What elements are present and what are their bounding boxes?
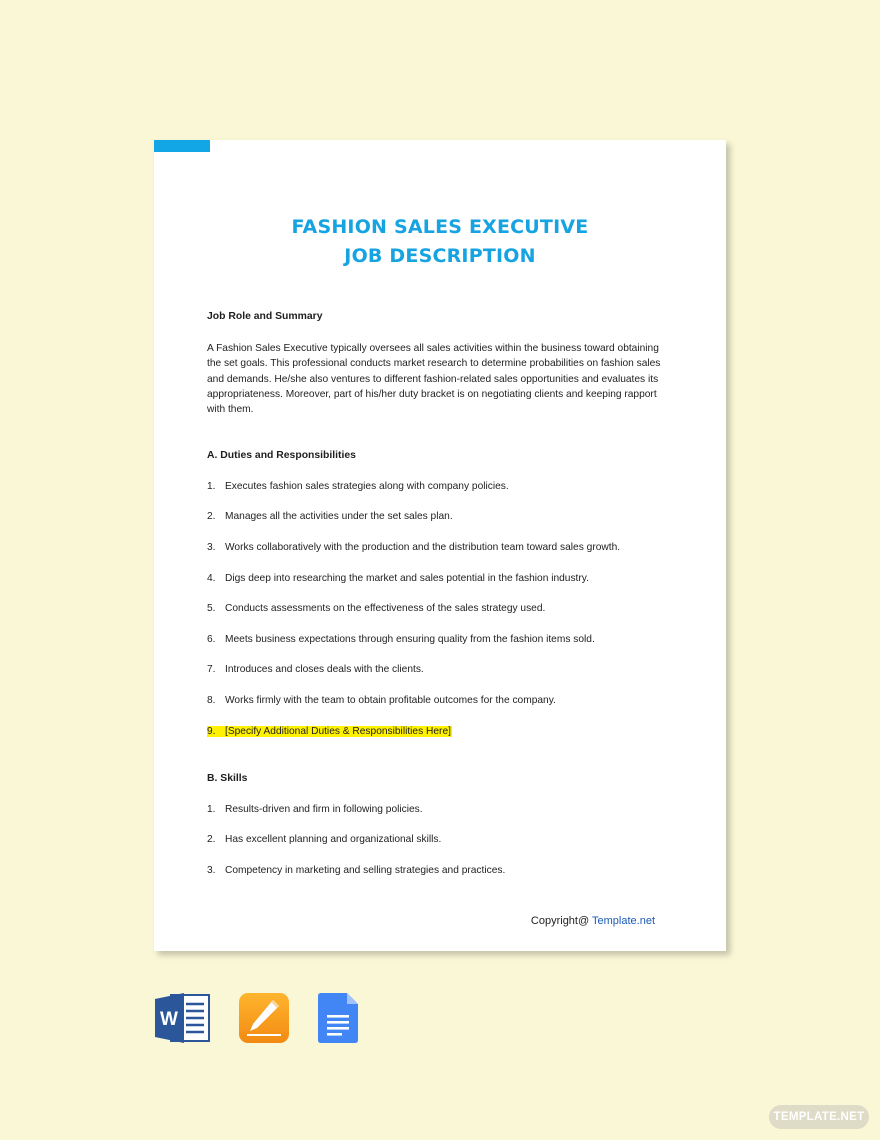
copyright-link[interactable]: Template.net — [592, 915, 655, 927]
summary-heading: Job Role and Summary — [207, 311, 323, 322]
duty-number: 4. — [207, 573, 216, 584]
skill-text: Competency in marketing and selling strategies and practices. — [225, 865, 506, 876]
duty-item — [207, 695, 556, 706]
duty-item-placeholder — [207, 726, 452, 737]
skill-item — [207, 865, 505, 876]
skill-number: 2. — [207, 834, 216, 845]
duty-item — [207, 542, 620, 553]
duty-number: 6. — [207, 634, 216, 645]
skill-item — [207, 804, 423, 815]
skill-text: Results-driven and firm in following policies. — [225, 804, 423, 815]
skill-number: 1. — [207, 804, 216, 815]
apple-pages-icon[interactable] — [238, 992, 290, 1049]
duty-number: 9. — [207, 726, 216, 737]
duty-number: 2. — [207, 511, 216, 522]
skill-item — [207, 834, 441, 845]
accent-bar — [154, 140, 210, 152]
skill-number: 3. — [207, 865, 216, 876]
svg-text:W: W — [160, 1009, 178, 1030]
duty-item — [207, 603, 545, 614]
microsoft-word-icon[interactable] — [155, 992, 211, 1049]
skills-heading: B. Skills — [207, 773, 248, 784]
copyright-prefix: Copyright@ — [530, 915, 593, 927]
duty-text: Digs deep into researching the market and sales potential in the fashion industry. — [225, 573, 589, 584]
duty-number: 3. — [207, 542, 216, 553]
duty-item — [207, 511, 453, 522]
duty-text: Conducts assessments on the effectiveness of the sales strategy used. — [225, 603, 546, 614]
google-docs-icon[interactable] — [318, 992, 360, 1049]
document-page — [154, 140, 726, 951]
duty-item — [207, 634, 595, 645]
copyright-notice — [531, 915, 655, 927]
duty-text: Introduces and closes deals with the clients. — [225, 664, 424, 675]
skill-text: Has excellent planning and organizational skills. — [225, 834, 442, 845]
document-title — [154, 213, 726, 271]
duties-heading: A. Duties and Responsibilities — [207, 450, 356, 461]
duty-text: Manages all the activities under the set sales plan. — [225, 511, 453, 522]
duty-number: 5. — [207, 603, 216, 614]
duty-number: 1. — [207, 481, 216, 492]
title-line-2: JOB DESCRIPTION — [344, 245, 536, 267]
duty-text: Works collaboratively with the production and the distribution team toward sales growth. — [225, 542, 621, 553]
title-line-1: FASHION SALES EXECUTIVE — [291, 216, 589, 238]
duty-item — [207, 573, 589, 584]
duty-text: Meets business expectations through ensuring quality from the fashion items sold. — [225, 634, 595, 645]
duty-item — [207, 481, 509, 492]
summary-paragraph: A Fashion Sales Executive typically oversees all sales activities within the business toward obtaining the set goals. This professional conducts market research to determine probabilities on fashion sales and demands. He/she also ventures to different fashion-related sales opportunities and evaluates its appropriateness. Moreover, part of his/her duty bracket is on negotiating clients and keeping rapport with them. — [207, 343, 661, 416]
duty-number: 8. — [207, 695, 216, 706]
duty-number: 7. — [207, 664, 216, 675]
template-net-badge[interactable]: TEMPLATE.NET — [769, 1105, 869, 1129]
duty-text: Executes fashion sales strategies along with company policies. — [225, 481, 509, 492]
duty-item — [207, 664, 424, 675]
duty-text: Works firmly with the team to obtain profitable outcomes for the company. — [225, 695, 556, 706]
duty-text: [Specify Additional Duties & Responsibilities Here] — [225, 726, 451, 737]
